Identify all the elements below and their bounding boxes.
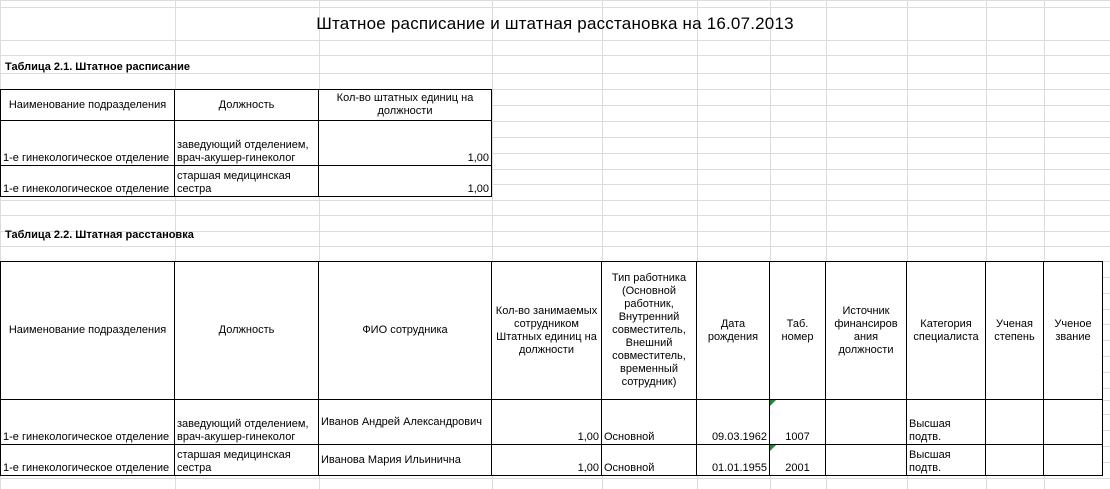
staff-schedule-table <box>0 89 492 197</box>
table2-cell-employee-type[interactable]: Основной <box>602 400 697 445</box>
table2-cell-funding-source[interactable] <box>826 400 907 445</box>
table1-caption: Таблица 2.1. Штатное расписание <box>5 61 191 73</box>
table1-cell-units[interactable]: 1,00 <box>319 121 492 166</box>
table1-cell-position[interactable]: заведующий отделением, врач-акушер-гинеколог <box>175 121 319 166</box>
table2-cell-category[interactable]: Высшая подтв. <box>907 400 986 445</box>
table1-header-units[interactable]: Кол-во штатных единиц на должности <box>319 90 492 121</box>
table2-header-employee-name[interactable]: ФИО сотрудника <box>319 262 492 400</box>
table2-caption: Таблица 2.2. Штатная расстановка <box>5 229 194 241</box>
document-title: Штатное расписание и штатная расстановка на 16.07.2013 <box>316 14 794 33</box>
table2-cell-funding-source[interactable] <box>826 445 907 476</box>
table2-cell-position[interactable]: заведующий отделением, врач-акушер-гинеколог <box>175 400 319 445</box>
table2-cell-title[interactable] <box>1044 445 1103 476</box>
table2-header-employee-type[interactable]: Тип работника (Основной работник, Внутренний совместитель, Внешний совместитель, временный сотрудник) <box>602 262 697 400</box>
table2-cell-birth-date[interactable]: 09.03.1962 <box>697 400 770 445</box>
table2-cell-employee-name[interactable]: Иванова Мария Ильинична <box>319 445 492 476</box>
table2-cell-position[interactable]: старшая медицинская сестра <box>175 445 319 476</box>
table1-header-department[interactable]: Наименование подразделения <box>1 90 175 121</box>
table2-cell-degree[interactable] <box>986 400 1044 445</box>
table2-cell-department[interactable]: 1-е гинекологическое отделение <box>1 445 175 476</box>
table2-header-position[interactable]: Должность <box>175 262 319 400</box>
table2-cell-employee-type[interactable]: Основной <box>602 445 697 476</box>
staff-placement-table <box>0 261 1103 476</box>
table1-cell-position[interactable]: старшая медицинская сестра <box>175 166 319 197</box>
table1-header-position[interactable]: Должность <box>175 90 319 121</box>
table2-header-department[interactable]: Наименование подразделения <box>1 262 175 400</box>
table1-cell-department[interactable]: 1-е гинекологическое отделение <box>1 166 175 197</box>
table2-cell-tab-number[interactable]: 1007 <box>770 400 826 445</box>
table2-header-category[interactable]: Категория специалиста <box>907 262 986 400</box>
table2-cell-units[interactable]: 1,00 <box>492 400 602 445</box>
table2-cell-units[interactable]: 1,00 <box>492 445 602 476</box>
table2-cell-tab-number[interactable]: 2001 <box>770 445 826 476</box>
table1-cell-units[interactable]: 1,00 <box>319 166 492 197</box>
table-row <box>1 400 1103 445</box>
table2-header-title[interactable]: Ученое звание <box>1044 262 1103 400</box>
table-row <box>1 121 492 166</box>
table2-header-units[interactable]: Кол-во занимаемых сотрудником Штатных единиц на должности <box>492 262 602 400</box>
table2-cell-department[interactable]: 1-е гинекологическое отделение <box>1 400 175 445</box>
table2-cell-title[interactable] <box>1044 400 1103 445</box>
table2-header-birth-date[interactable]: Дата рождения <box>697 262 770 400</box>
table-row <box>1 166 492 197</box>
table2-cell-birth-date[interactable]: 01.01.1955 <box>697 445 770 476</box>
table2-header-tab-number[interactable]: Таб. номер <box>770 262 826 400</box>
table1-cell-department[interactable]: 1-е гинекологическое отделение <box>1 121 175 166</box>
table2-cell-category[interactable]: Высшая подтв. <box>907 445 986 476</box>
table2-cell-employee-name[interactable]: Иванов Андрей Александрович <box>319 400 492 445</box>
table2-header-funding-source[interactable]: Источник финансиров ания должности <box>826 262 907 400</box>
table2-cell-degree[interactable] <box>986 445 1044 476</box>
table2-header-degree[interactable]: Ученая степень <box>986 262 1044 400</box>
table-row <box>1 445 1103 476</box>
